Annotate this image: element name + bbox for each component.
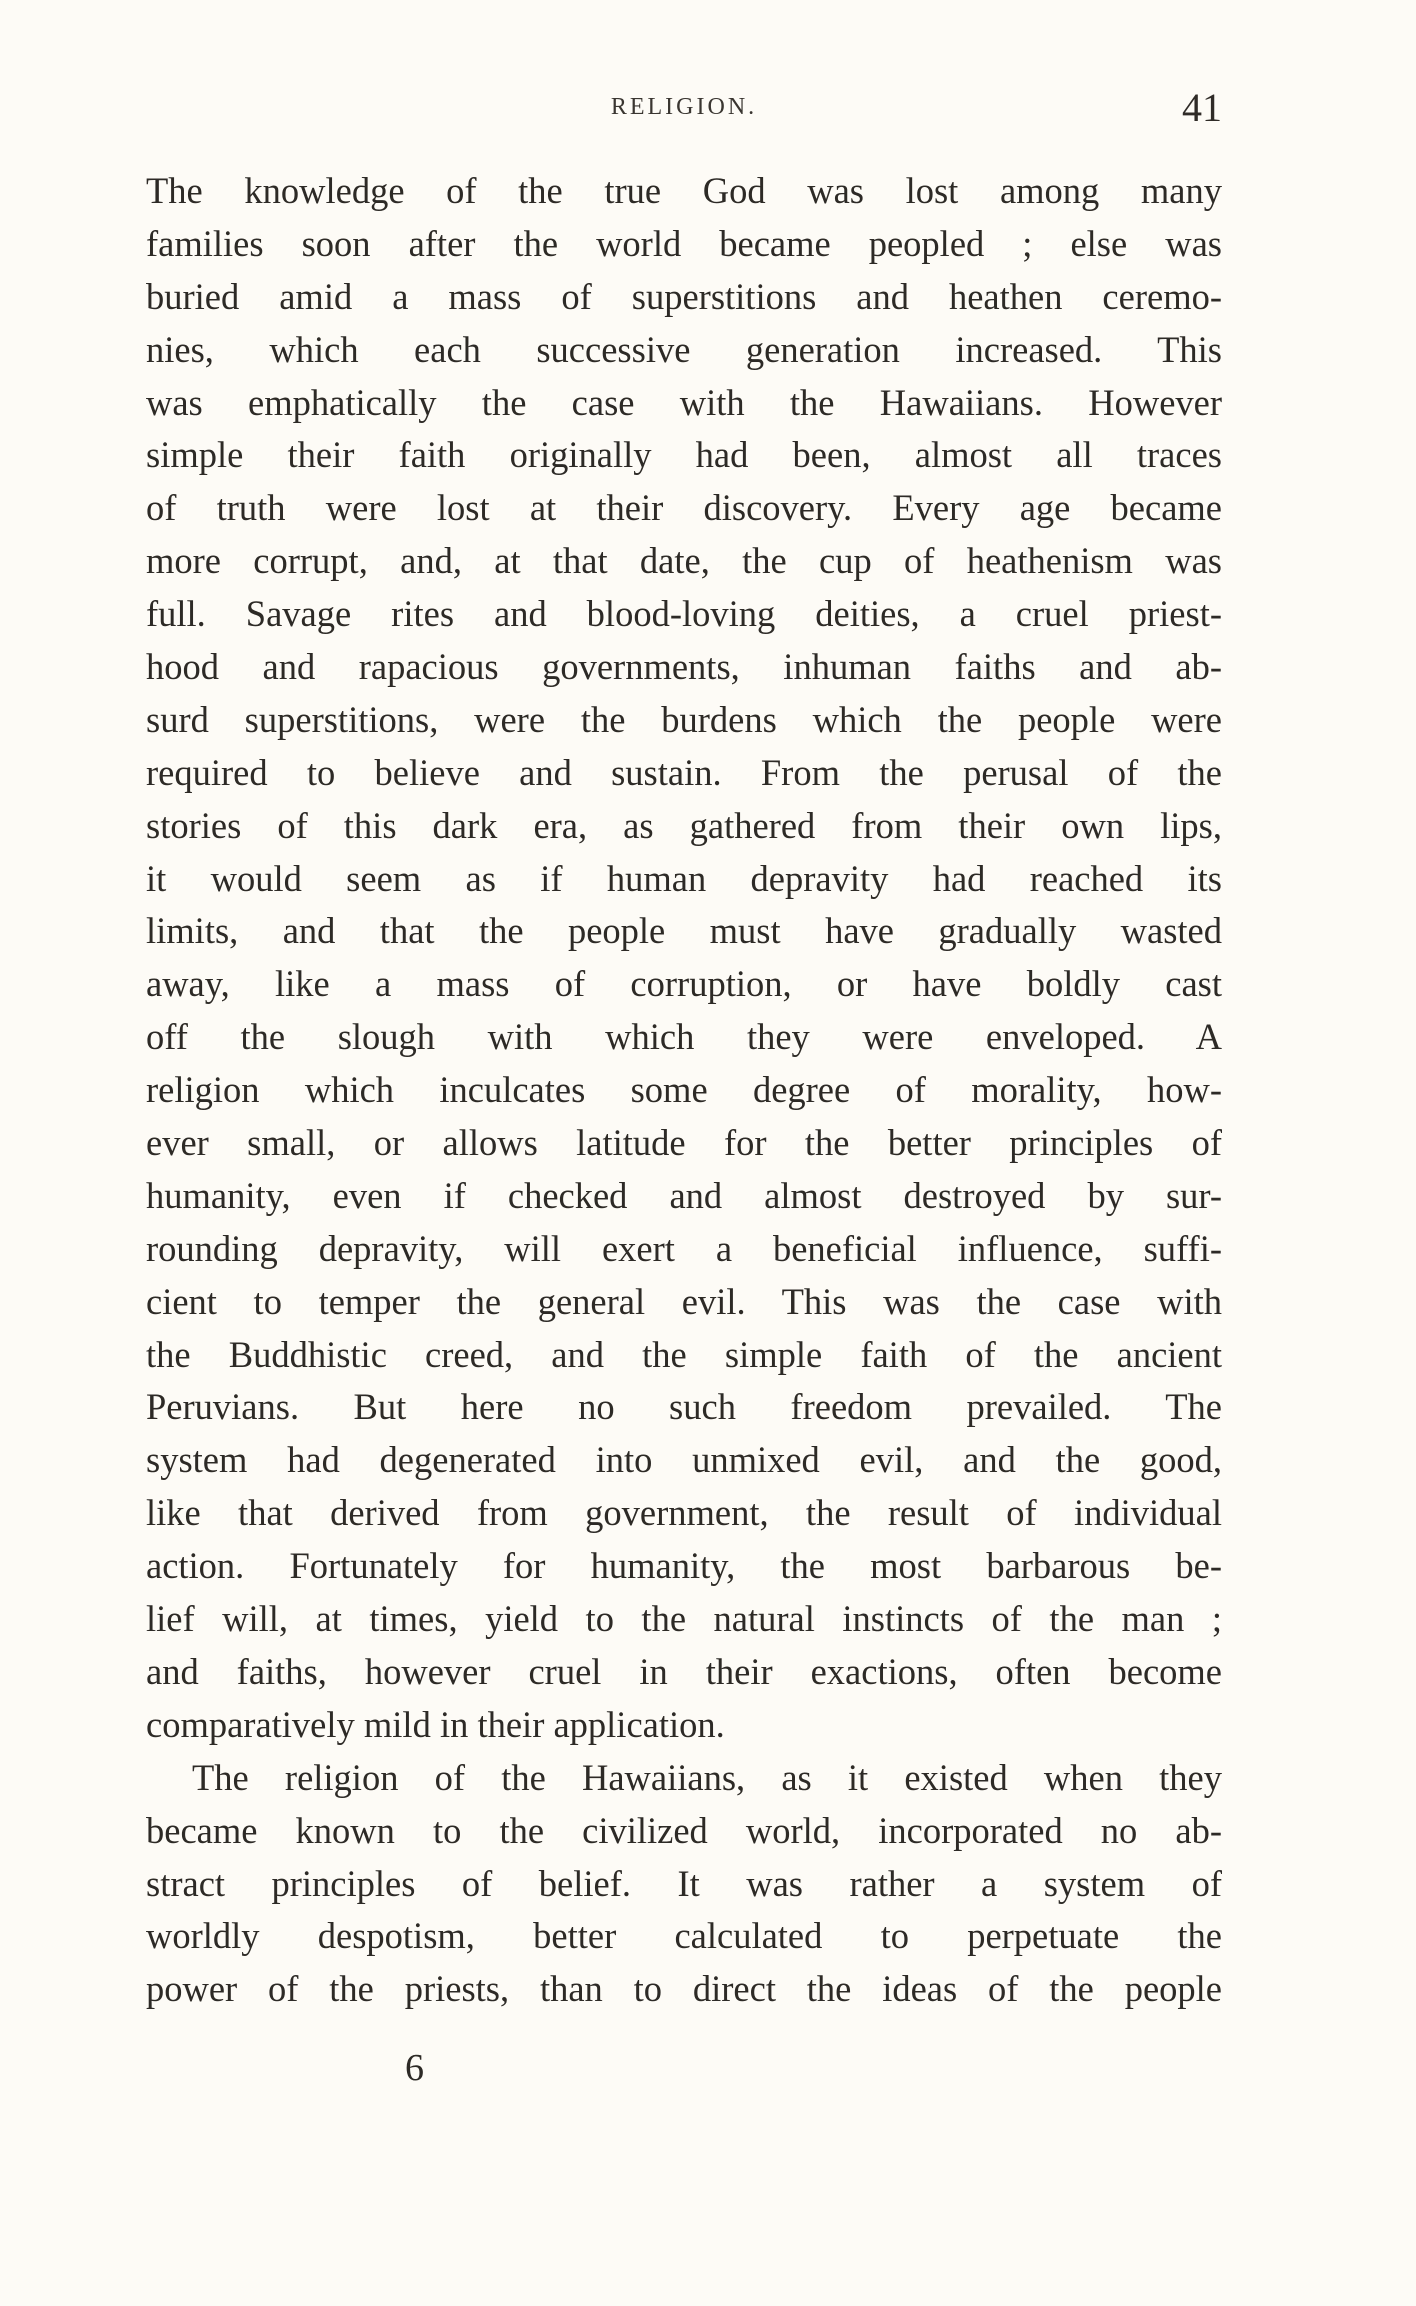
text-line: the Buddhistic creed, and the simple faith of the ancient (146, 1333, 1222, 1375)
paragraph (146, 165, 1222, 1752)
text-line: humanity, even if checked and almost destroyed by sur- (146, 1174, 1222, 1216)
text-line: and faiths, however cruel in their exactions, often become (146, 1650, 1222, 1692)
text-line: was emphatically the case with the Hawaiians. However (146, 381, 1222, 423)
text-line: limits, and that the people must have gradually wasted (146, 910, 1222, 952)
text-line: off the slough with which they were enveloped. A (146, 1016, 1222, 1058)
text-line: stories of this dark era, as gathered from their own lips, (146, 804, 1222, 846)
text-line: surd superstitions, were the burdens which the people were (146, 698, 1222, 740)
text-line: full. Savage rites and blood-loving deities, a cruel priest- (146, 593, 1222, 635)
text-line: Peruvians. But here no such freedom prevailed. The (146, 1386, 1222, 1428)
signature-mark: 6 (405, 2047, 424, 2089)
text-line: lief will, at times, yield to the natural instincts of the man ; (146, 1598, 1222, 1640)
text-line: of truth were lost at their discovery. Every age became (146, 487, 1222, 529)
text-line: rounding depravity, will exert a beneficial influence, suffi- (146, 1227, 1222, 1269)
text-line: away, like a mass of corruption, or have boldly cast (146, 963, 1222, 1005)
text-line: simple their faith originally had been, almost all traces (146, 434, 1222, 476)
text-line: more corrupt, and, at that date, the cup of heathenism was (146, 540, 1222, 582)
text-line: comparatively mild in their application. (146, 1703, 725, 1745)
text-line: action. Fortunately for humanity, the most barbarous be- (146, 1545, 1222, 1587)
text-line: power of the priests, than to direct the ideas of the people (146, 1968, 1222, 2010)
text-line: ever small, or allows latitude for the better principles of (146, 1122, 1222, 1164)
text-line: cient to temper the general evil. This was the case with (146, 1280, 1222, 1322)
body-text (146, 165, 1222, 2016)
text-line: stract principles of belief. It was rather a system of (146, 1862, 1222, 1904)
text-line: became known to the civilized world, incorporated no ab- (146, 1809, 1222, 1851)
text-line: nies, which each successive generation increased. This (146, 328, 1222, 370)
text-line: worldly despotism, better calculated to perpetuate the (146, 1915, 1222, 1957)
text-line: The religion of the Hawaiians, as it existed when they (192, 1756, 1222, 1798)
paragraph (146, 1752, 1222, 2016)
text-line: it would seem as if human depravity had reached its (146, 857, 1222, 899)
text-line: hood and rapacious governments, inhuman faiths and ab- (146, 646, 1222, 688)
page-number: 41 (1182, 85, 1222, 130)
running-head (146, 85, 1222, 130)
text-line: religion which inculcates some degree of morality, how- (146, 1069, 1222, 1111)
text-line: required to believe and sustain. From the perusal of the (146, 751, 1222, 793)
text-line: like that derived from government, the result of individual (146, 1492, 1222, 1534)
text-line: system had degenerated into unmixed evil, and the good, (146, 1439, 1222, 1481)
text-line: families soon after the world became peopled ; else was (146, 222, 1222, 264)
text-line: The knowledge of the true God was lost among many (146, 170, 1222, 211)
text-line: buried amid a mass of superstitions and heathen ceremo- (146, 275, 1222, 317)
running-title: RELIGION. (610, 94, 758, 120)
